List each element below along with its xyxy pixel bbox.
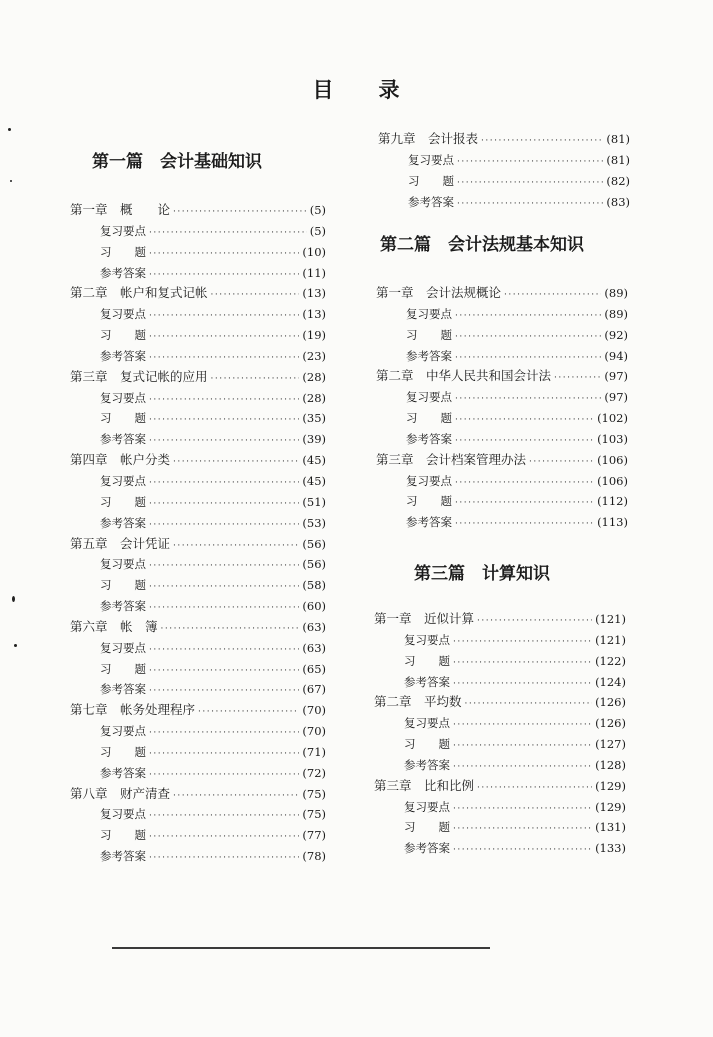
page-number: (11) bbox=[302, 265, 326, 280]
toc-chapter-entry bbox=[70, 534, 326, 555]
toc-subentry bbox=[378, 150, 630, 171]
toc-chapter-list bbox=[374, 609, 626, 859]
dot-leader bbox=[453, 799, 592, 820]
subentry-label: 习 题 bbox=[100, 328, 146, 343]
part-title: 第二篇 会计法规基本知识 bbox=[380, 235, 584, 255]
dot-leader bbox=[149, 848, 299, 869]
dot-leader bbox=[149, 410, 299, 431]
page-number: (70) bbox=[302, 703, 326, 718]
toc-subentry bbox=[70, 304, 326, 325]
subentry-label: 复习要点 bbox=[406, 390, 452, 405]
page-number: (97) bbox=[604, 369, 628, 384]
page-number: (72) bbox=[302, 765, 326, 780]
dot-leader bbox=[173, 786, 299, 807]
dot-leader bbox=[173, 452, 299, 473]
toc-chapter-list bbox=[70, 200, 326, 867]
dot-leader bbox=[149, 827, 299, 848]
dot-leader bbox=[149, 390, 299, 411]
page-number: (51) bbox=[302, 494, 326, 509]
subentry-label: 习 题 bbox=[100, 494, 146, 509]
page-number: (58) bbox=[302, 578, 326, 593]
page-number: (94) bbox=[604, 348, 628, 363]
toc-subentry bbox=[70, 242, 326, 263]
subentry-label: 复习要点 bbox=[100, 557, 146, 572]
toc-chapter-entry bbox=[376, 450, 628, 471]
page-number: (19) bbox=[302, 328, 326, 343]
scan-speck bbox=[10, 180, 12, 182]
page-number: (113) bbox=[597, 515, 628, 530]
page-number: (121) bbox=[595, 632, 626, 647]
chapter-label: 第二章 平均数 bbox=[374, 694, 462, 710]
page-number: (75) bbox=[302, 786, 326, 801]
toc-subentry bbox=[374, 734, 626, 755]
dot-leader bbox=[149, 681, 299, 702]
toc-subentry bbox=[70, 846, 326, 867]
chapter-label: 第六章 帐 簿 bbox=[70, 618, 158, 634]
page-number: (56) bbox=[302, 536, 326, 551]
page-number: (122) bbox=[595, 653, 626, 668]
subentry-label: 复习要点 bbox=[100, 640, 146, 655]
toc-chapter-entry bbox=[70, 450, 326, 471]
toc-subentry bbox=[378, 171, 630, 192]
chapter-label: 第五章 会计凭证 bbox=[70, 535, 171, 551]
toc-subentry bbox=[70, 263, 326, 284]
dot-leader bbox=[211, 285, 300, 306]
page-number: (106) bbox=[597, 473, 628, 488]
toc-subentry bbox=[70, 492, 326, 513]
dot-leader bbox=[455, 348, 601, 369]
subentry-label: 复习要点 bbox=[406, 473, 452, 488]
subentry-label: 参考答案 bbox=[100, 515, 146, 530]
toc-subentry bbox=[376, 325, 628, 346]
page-number: (81) bbox=[606, 152, 630, 167]
page-number: (131) bbox=[595, 820, 626, 835]
dot-leader bbox=[149, 265, 299, 286]
part-title: 第三篇 计算知识 bbox=[414, 564, 550, 584]
dot-leader bbox=[149, 306, 299, 327]
subentry-label: 参考答案 bbox=[406, 431, 452, 446]
dot-leader bbox=[457, 173, 603, 194]
subentry-label: 复习要点 bbox=[404, 799, 450, 814]
page-number: (13) bbox=[302, 307, 326, 322]
scan-speck bbox=[14, 644, 17, 647]
page-number: (82) bbox=[606, 173, 630, 188]
dot-leader bbox=[455, 306, 601, 327]
dot-leader bbox=[149, 744, 299, 765]
page-number: (53) bbox=[302, 515, 326, 530]
toc-chapter-entry bbox=[378, 129, 630, 150]
subentry-label: 复习要点 bbox=[408, 152, 454, 167]
toc-subentry bbox=[70, 638, 326, 659]
toc-column-right-top bbox=[378, 129, 630, 212]
toc-subentry bbox=[70, 659, 326, 680]
page-number: (28) bbox=[302, 390, 326, 405]
page-number: (63) bbox=[302, 640, 326, 655]
dot-leader bbox=[477, 778, 592, 799]
toc-subentry bbox=[70, 388, 326, 409]
page-number: (65) bbox=[302, 661, 326, 676]
toc-subentry bbox=[374, 672, 626, 693]
subentry-label: 复习要点 bbox=[100, 390, 146, 405]
dot-leader bbox=[149, 348, 299, 369]
page-number: (81) bbox=[606, 132, 630, 146]
toc-chapter-entry bbox=[376, 366, 628, 387]
dot-leader bbox=[198, 702, 299, 723]
toc-subentry bbox=[376, 491, 628, 512]
page-number: (112) bbox=[597, 494, 628, 509]
dot-leader bbox=[455, 410, 594, 431]
page-number: (89) bbox=[604, 306, 628, 321]
subentry-label: 习 题 bbox=[100, 828, 146, 843]
chapter-label: 第三章 会计档案管理办法 bbox=[376, 451, 527, 467]
dot-leader bbox=[149, 515, 299, 536]
dot-leader bbox=[149, 598, 299, 619]
chapter-label: 第二章 帐户和复式记帐 bbox=[70, 285, 208, 301]
chapter-label: 第八章 财产清查 bbox=[70, 785, 171, 801]
toc-subentry bbox=[70, 742, 326, 763]
dot-leader bbox=[149, 640, 299, 661]
dot-leader bbox=[161, 619, 300, 640]
page-number: (5) bbox=[309, 203, 326, 217]
toc-chapter-entry bbox=[70, 700, 326, 721]
subentry-label: 习 题 bbox=[408, 173, 454, 188]
subentry-label: 复习要点 bbox=[404, 632, 450, 647]
dot-leader bbox=[453, 653, 592, 674]
toc-column-right-bottom bbox=[374, 564, 626, 859]
page-title: 目 录 bbox=[312, 78, 401, 102]
toc-subentry bbox=[70, 221, 326, 242]
toc-subentry bbox=[376, 471, 628, 492]
dot-leader bbox=[149, 577, 299, 598]
page-number: (56) bbox=[302, 557, 326, 572]
scan-speck bbox=[8, 128, 11, 131]
subentry-label: 习 题 bbox=[100, 661, 146, 676]
subentry-label: 参考答案 bbox=[404, 674, 450, 689]
dot-leader bbox=[149, 806, 299, 827]
page-number: (28) bbox=[302, 369, 326, 384]
chapter-label: 第三章 比和比例 bbox=[374, 777, 475, 793]
page-number: (75) bbox=[302, 807, 326, 822]
subentry-label: 参考答案 bbox=[408, 194, 454, 209]
chapter-label: 第一章 会计法规概论 bbox=[376, 285, 502, 300]
subentry-label: 习 题 bbox=[406, 327, 452, 342]
page-number: (133) bbox=[595, 841, 626, 856]
toc-column-right-middle bbox=[376, 235, 628, 533]
page-number: (60) bbox=[302, 599, 326, 614]
toc-column-left bbox=[70, 152, 326, 867]
toc-subentry bbox=[70, 408, 326, 429]
toc-subentry bbox=[70, 804, 326, 825]
toc-subentry bbox=[70, 596, 326, 617]
dot-leader bbox=[455, 389, 601, 410]
toc-chapter-entry bbox=[374, 609, 626, 630]
page-number: (23) bbox=[302, 348, 326, 363]
dot-leader bbox=[149, 473, 299, 494]
toc-subentry bbox=[70, 554, 326, 575]
page-number: (102) bbox=[597, 411, 628, 426]
toc-chapter-entry bbox=[70, 367, 326, 388]
toc-subentry bbox=[70, 679, 326, 700]
toc-subentry bbox=[70, 513, 326, 534]
dot-leader bbox=[455, 473, 594, 494]
dot-leader bbox=[477, 611, 592, 632]
subentry-label: 复习要点 bbox=[100, 807, 146, 822]
page-number: (45) bbox=[302, 473, 326, 488]
page-number: (127) bbox=[595, 737, 626, 752]
page-number: (89) bbox=[604, 286, 628, 300]
subentry-label: 习 题 bbox=[404, 820, 450, 835]
toc-subentry bbox=[374, 630, 626, 651]
dot-leader bbox=[173, 536, 299, 557]
dot-leader bbox=[149, 223, 307, 244]
dot-leader bbox=[149, 765, 299, 786]
dot-leader bbox=[149, 431, 299, 452]
page-number: (129) bbox=[595, 778, 626, 793]
dot-leader bbox=[453, 736, 592, 757]
toc-subentry bbox=[70, 429, 326, 450]
subentry-label: 参考答案 bbox=[100, 682, 146, 697]
subentry-label: 习 题 bbox=[100, 244, 146, 259]
page-number: (97) bbox=[604, 390, 628, 405]
subentry-label: 习 题 bbox=[404, 653, 450, 668]
dot-leader bbox=[529, 452, 594, 473]
dot-leader bbox=[455, 431, 594, 452]
subentry-label: 参考答案 bbox=[100, 265, 146, 280]
chapter-label: 第七章 帐务处理程序 bbox=[70, 702, 196, 718]
part-title: 第一篇 会计基础知识 bbox=[92, 152, 262, 172]
page-number: (67) bbox=[302, 682, 326, 697]
toc-subentry bbox=[376, 429, 628, 450]
dot-leader bbox=[455, 327, 601, 348]
dot-leader bbox=[453, 632, 592, 653]
dot-leader bbox=[149, 661, 299, 682]
page-number: (103) bbox=[597, 431, 628, 446]
page-number: (78) bbox=[302, 849, 326, 864]
toc-chapter-entry bbox=[70, 283, 326, 304]
toc-subentry bbox=[376, 512, 628, 533]
page-number: (10) bbox=[302, 244, 326, 259]
dot-leader bbox=[465, 694, 593, 715]
toc-chapter-entry bbox=[376, 283, 628, 304]
dot-leader bbox=[457, 152, 603, 173]
toc-subentry bbox=[374, 817, 626, 838]
bottom-rule bbox=[112, 947, 490, 949]
subentry-label: 习 题 bbox=[406, 411, 452, 426]
dot-leader bbox=[149, 327, 299, 348]
subentry-label: 习 题 bbox=[406, 494, 452, 509]
toc-subentry bbox=[374, 755, 626, 776]
subentry-label: 参考答案 bbox=[100, 599, 146, 614]
toc-subentry bbox=[376, 387, 628, 408]
toc-subentry bbox=[70, 575, 326, 596]
dot-leader bbox=[149, 556, 299, 577]
subentry-label: 参考答案 bbox=[404, 757, 450, 772]
chapter-label: 第二章 中华人民共和国会计法 bbox=[376, 368, 552, 384]
dot-leader bbox=[173, 202, 307, 223]
toc-subentry bbox=[376, 408, 628, 429]
dot-leader bbox=[455, 493, 594, 514]
toc-chapter-entry bbox=[70, 617, 326, 638]
page-number: (63) bbox=[302, 619, 326, 634]
chapter-label: 第一章 近似计算 bbox=[374, 611, 475, 626]
toc-subentry bbox=[70, 825, 326, 846]
chapter-label: 第三章 复式记帐的应用 bbox=[70, 368, 208, 384]
dot-leader bbox=[453, 840, 592, 861]
toc-subentry bbox=[374, 651, 626, 672]
toc-subentry bbox=[70, 763, 326, 784]
subentry-label: 复习要点 bbox=[404, 716, 450, 731]
toc-chapter-entry bbox=[70, 200, 326, 221]
toc-subentry bbox=[70, 471, 326, 492]
toc-subentry bbox=[374, 713, 626, 734]
page-number: (92) bbox=[604, 327, 628, 342]
scan-speck bbox=[12, 596, 15, 602]
toc-subentry bbox=[374, 797, 626, 818]
page-number: (70) bbox=[302, 724, 326, 739]
dot-leader bbox=[149, 723, 299, 744]
page-number: (121) bbox=[595, 612, 626, 626]
subentry-label: 复习要点 bbox=[100, 223, 146, 238]
subentry-label: 复习要点 bbox=[406, 306, 452, 321]
toc-chapter-entry bbox=[374, 776, 626, 797]
subentry-label: 参考答案 bbox=[406, 515, 452, 530]
dot-leader bbox=[481, 131, 603, 152]
page-number: (128) bbox=[595, 757, 626, 772]
toc-chapter-entry bbox=[374, 692, 626, 713]
dot-leader bbox=[455, 514, 594, 535]
subentry-label: 参考答案 bbox=[100, 849, 146, 864]
subentry-label: 复习要点 bbox=[100, 724, 146, 739]
toc-chapter-entry bbox=[70, 784, 326, 805]
dot-leader bbox=[211, 369, 300, 390]
page-number: (126) bbox=[595, 716, 626, 731]
toc-chapter-list bbox=[376, 283, 628, 533]
chapter-label: 第四章 帐户分类 bbox=[70, 452, 171, 468]
dot-leader bbox=[149, 244, 299, 265]
toc-subentry bbox=[376, 346, 628, 367]
dot-leader bbox=[453, 757, 592, 778]
page-number: (71) bbox=[302, 744, 326, 759]
toc-subentry bbox=[70, 325, 326, 346]
toc-subentry bbox=[70, 346, 326, 367]
page-number: (5) bbox=[309, 223, 326, 238]
dot-leader bbox=[457, 194, 603, 215]
subentry-label: 参考答案 bbox=[100, 765, 146, 780]
subentry-label: 习 题 bbox=[100, 578, 146, 593]
dot-leader bbox=[149, 494, 299, 515]
subentry-label: 参考答案 bbox=[100, 432, 146, 447]
toc-subentry bbox=[70, 721, 326, 742]
page-number: (83) bbox=[606, 194, 630, 209]
page-number: (124) bbox=[595, 674, 626, 689]
page-number: (45) bbox=[302, 453, 326, 468]
page-number: (126) bbox=[595, 695, 626, 710]
toc-subentry bbox=[378, 192, 630, 213]
toc-subentry bbox=[374, 838, 626, 859]
toc-subentry bbox=[376, 304, 628, 325]
dot-leader bbox=[453, 674, 592, 695]
page-number: (106) bbox=[597, 452, 628, 467]
subentry-label: 复习要点 bbox=[100, 473, 146, 488]
page-number: (129) bbox=[595, 799, 626, 814]
dot-leader bbox=[453, 819, 592, 840]
toc-chapter-list bbox=[378, 129, 630, 212]
dot-leader bbox=[554, 368, 601, 389]
subentry-label: 复习要点 bbox=[100, 307, 146, 322]
subentry-label: 习 题 bbox=[100, 411, 146, 426]
subentry-label: 参考答案 bbox=[404, 841, 450, 856]
page-number: (13) bbox=[302, 286, 326, 301]
dot-leader bbox=[504, 285, 601, 306]
subentry-label: 习 题 bbox=[404, 737, 450, 752]
dot-leader bbox=[453, 715, 592, 736]
chapter-label: 第一章 概 论 bbox=[70, 202, 171, 217]
page-number: (35) bbox=[302, 411, 326, 426]
page-number: (77) bbox=[302, 828, 326, 843]
page-number: (39) bbox=[302, 432, 326, 447]
chapter-label: 第九章 会计报表 bbox=[378, 131, 479, 146]
subentry-label: 参考答案 bbox=[406, 348, 452, 363]
subentry-label: 习 题 bbox=[100, 744, 146, 759]
subentry-label: 参考答案 bbox=[100, 348, 146, 363]
